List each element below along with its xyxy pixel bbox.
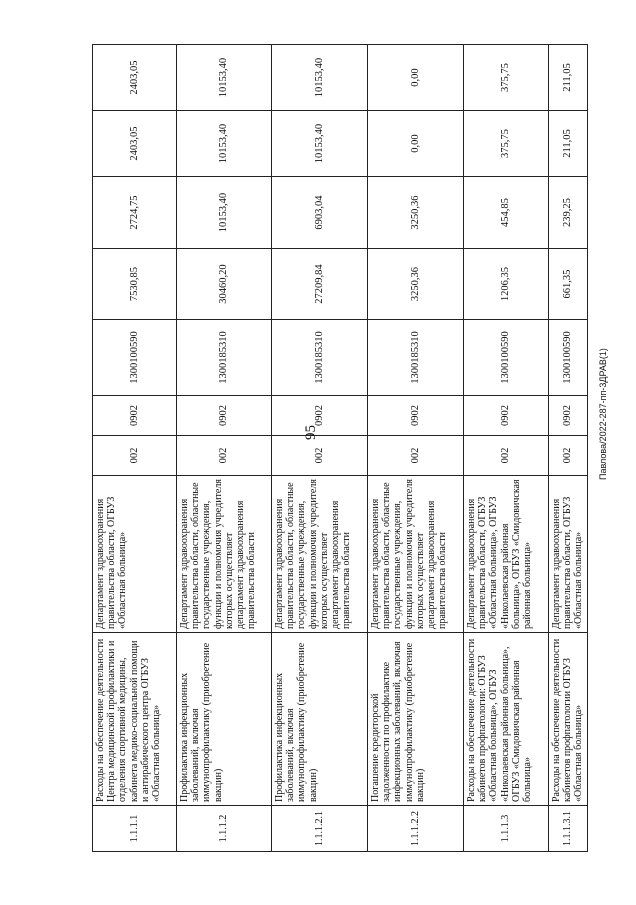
year2-amount: 2403,05	[93, 111, 177, 177]
responsible-executor: Департамент здравоохранения правительства области, областные государственные учреждения, функции и полномочия учредителя которых осуществляет департамент здравоохранения правительства области	[272, 476, 368, 633]
row-number: 1.1.1.2	[177, 806, 272, 852]
grbs-code: 002	[93, 436, 177, 476]
year1-amount: 2724,75	[93, 177, 177, 249]
total-amount: 3250,36	[368, 249, 464, 320]
expense-name: Погашение кредиторской задолженности по профилактике инфекционных заболеваний, включая иммунопрофилактику (приобретение вакцин)	[368, 633, 464, 806]
grbs-code: 002	[177, 436, 272, 476]
responsible-executor: Департамент здравоохранения правительства области, ОГБУЗ «Областная больница»	[549, 476, 588, 633]
row-number: 1.1.1.2.2	[368, 806, 464, 852]
year1-amount: 3250,36	[368, 177, 464, 249]
target-code: 1300185310	[368, 320, 464, 396]
year2-amount: 0,00	[368, 111, 464, 177]
section-code: 0902	[549, 396, 588, 436]
year2-amount: 10153,40	[272, 111, 368, 177]
section-code: 0902	[368, 396, 464, 436]
table-row	[177, 45, 272, 852]
expense-name: Расходы на обеспечение деятельности кабинетов профпатологии: ОГБУЗ «Областная больница», ОГБУЗ «Николаевская районная больница», ОГБУЗ «Смидовичская районная больница»	[464, 633, 549, 806]
total-amount: 661,35	[549, 249, 588, 320]
document-code: Павлова/2022-287-пп-3ДРАВ(1)	[598, 348, 608, 480]
section-code: 0902	[272, 396, 368, 436]
year3-amount: 375,75	[464, 45, 549, 111]
row-number: 1.1.1.2.1	[272, 806, 368, 852]
year2-amount: 10153,40	[177, 111, 272, 177]
page-number: 95	[303, 425, 319, 440]
responsible-executor: Департамент здравоохранения правительства области, областные государственные учреждения, функции и полномочия учредителя которых осуществляет департамент здравоохранения правительства области	[177, 476, 272, 633]
budget-table	[92, 44, 588, 852]
table-row	[464, 45, 549, 852]
section-code: 0902	[464, 396, 549, 436]
year3-amount: 10153,40	[272, 45, 368, 111]
year3-amount: 10153,40	[177, 45, 272, 111]
year3-amount: 2403,05	[93, 45, 177, 111]
expense-name: Профилактика инфекционных заболеваний, включая иммунопрофилактику (приобретение вакцин)	[272, 633, 368, 806]
grbs-code: 002	[272, 436, 368, 476]
year3-amount: 0,00	[368, 45, 464, 111]
target-code: 1300100590	[464, 320, 549, 396]
expense-name: Расходы на обеспечение деятельности кабинетов профпатологии ОГБУЗ «Областная больница»	[549, 633, 588, 806]
row-number: 1.1.1.1	[93, 806, 177, 852]
table-row	[368, 45, 464, 852]
year1-amount: 239,25	[549, 177, 588, 249]
grbs-code: 002	[368, 436, 464, 476]
table-row	[272, 45, 368, 852]
table-row	[549, 45, 588, 852]
responsible-executor: Департамент здравоохранения правительства области, ОГБУЗ «Областная больница»	[93, 476, 177, 633]
year3-amount: 211,05	[549, 45, 588, 111]
rotated-table-container	[92, 45, 585, 852]
table-row	[93, 45, 177, 852]
responsible-executor: Департамент здравоохранения правительства области, областные государственные учреждения, функции и полномочия учредителя которых осуществляет департамент здравоохранения правительства области	[368, 476, 464, 633]
target-code: 1300100590	[93, 320, 177, 396]
target-code: 1300185310	[177, 320, 272, 396]
row-number: 1.1.1.3	[464, 806, 549, 852]
grbs-code: 002	[549, 436, 588, 476]
target-code: 1300100590	[549, 320, 588, 396]
year2-amount: 211,05	[549, 111, 588, 177]
total-amount: 27209,84	[272, 249, 368, 320]
grbs-code: 002	[464, 436, 549, 476]
year1-amount: 454,85	[464, 177, 549, 249]
section-code: 0902	[93, 396, 177, 436]
expense-name: Расходы на обеспечение деятельности Центра медицинской профилактики и отделения спортивной медицины, кабинета медико-социальной помощи и антирабического центра ОГБУЗ «Областная больница»	[93, 633, 177, 806]
total-amount: 7530,85	[93, 249, 177, 320]
section-code: 0902	[177, 396, 272, 436]
year2-amount: 375,75	[464, 111, 549, 177]
row-number: 1.1.1.3.1	[549, 806, 588, 852]
total-amount: 30460,20	[177, 249, 272, 320]
year1-amount: 6903,04	[272, 177, 368, 249]
expense-name: Профилактика инфекционных заболеваний, включая иммунопрофилактику (приобретение вакцин)	[177, 633, 272, 806]
total-amount: 1206,35	[464, 249, 549, 320]
responsible-executor: Департамент здравоохранения правительства области, ОГБУЗ «Областная больница», ОГБУЗ «Николаевская районная больница», ОГБУЗ «Смидовичская районная больница»	[464, 476, 549, 633]
target-code: 1300185310	[272, 320, 368, 396]
year1-amount: 10153,40	[177, 177, 272, 249]
